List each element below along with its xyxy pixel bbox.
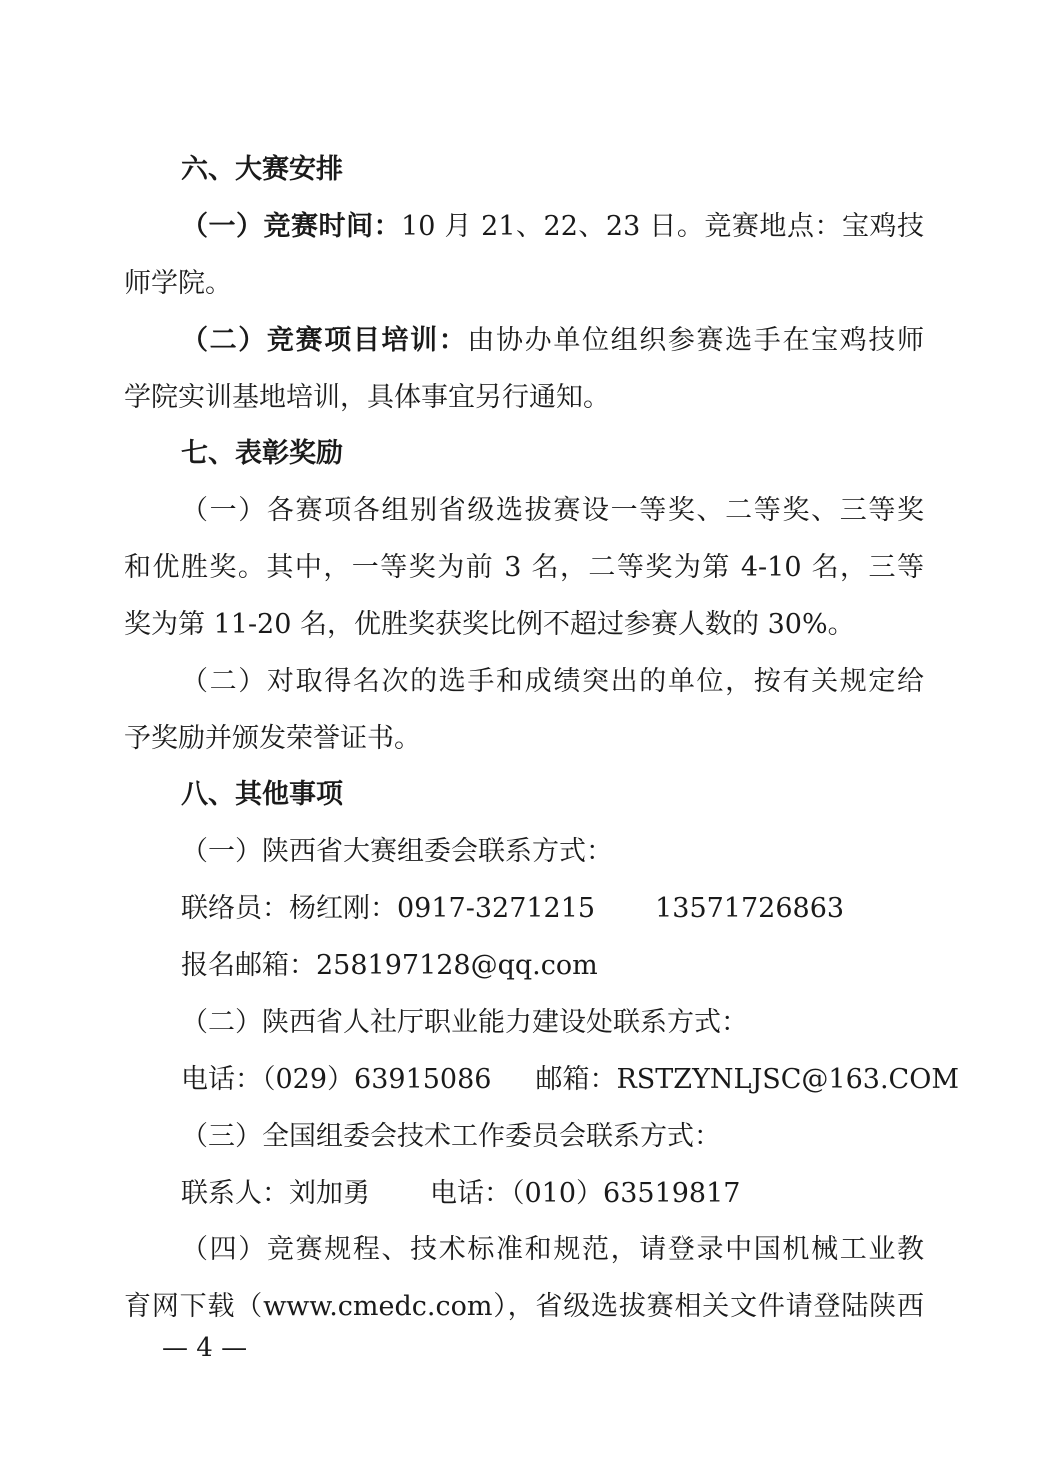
paragraph-awards-line3: 奖为第 11-20 名，优胜奖获奖比例不超过参赛人数的 30%。	[124, 609, 855, 640]
hr-dept-phone: 电话：（029）63915086	[181, 1064, 492, 1095]
training-label: （二）竞赛项目培训：	[181, 325, 468, 356]
paragraph-awards-line2: 和优胜奖。其中，一等奖为前 3 名，二等奖为第 4-10 名，三等	[124, 552, 924, 583]
paragraph-competition-time-line1	[181, 209, 924, 245]
section-heading-eight: 八、其他事项	[181, 779, 343, 810]
section-heading-six: 六、大赛安排	[181, 154, 343, 185]
liaison-phone: 联络员：杨红刚：0917-3271215	[181, 893, 596, 924]
paragraph-rules-line2: 育网下载（www.cmedc.com），省级选拔赛相关文件请登陆陕西	[124, 1291, 924, 1322]
training-text: 由协办单位组织参赛选手在宝鸡技师	[467, 325, 925, 356]
paragraph-awards-line1: （一）各赛项各组别省级选拔赛设一等奖、二等奖、三等奖	[181, 495, 924, 526]
contact-hr-dept-title: （二）陕西省人社厅职业能力建设处联系方式：	[181, 1007, 748, 1038]
national-contact-phone: 电话：（010）63519817	[430, 1178, 741, 1209]
paragraph-rules-line1: （四）竞赛规程、技术标准和规范，请登录中国机械工业教	[181, 1234, 924, 1265]
contact-organizing-committee-title: （一）陕西省大赛组委会联系方式：	[181, 836, 613, 867]
competition-time-label: （一）竞赛时间：	[181, 211, 402, 242]
contact-national-committee-line	[181, 1176, 740, 1212]
paragraph-honors-line1: （二）对取得名次的选手和成绩突出的单位，按有关规定给	[181, 666, 924, 697]
page-number: — 4 —	[162, 1333, 248, 1363]
paragraph-competition-time-line2: 师学院。	[124, 268, 232, 299]
registration-email: 报名邮箱：258197128@qq.com	[181, 950, 598, 981]
hr-dept-email: 邮箱：RSTZYNLJSC@163.COM	[535, 1064, 959, 1095]
national-contact-person: 联系人：刘加勇	[181, 1178, 370, 1209]
contact-hr-dept-line	[181, 1062, 959, 1098]
contact-national-committee-title: （三）全国组委会技术工作委员会联系方式：	[181, 1121, 721, 1152]
paragraph-training-line2: 学院实训基地培训，具体事宜另行通知。	[124, 382, 610, 413]
liaison-mobile: 13571726863	[655, 893, 845, 924]
section-heading-seven: 七、表彰奖励	[181, 438, 343, 469]
contact-organizing-committee-line	[181, 891, 844, 927]
competition-time-text: 10 月 21、22、23 日。竞赛地点：宝鸡技	[401, 211, 924, 242]
paragraph-training-line1	[181, 323, 924, 359]
paragraph-honors-line2: 予奖励并颁发荣誉证书。	[124, 723, 421, 754]
